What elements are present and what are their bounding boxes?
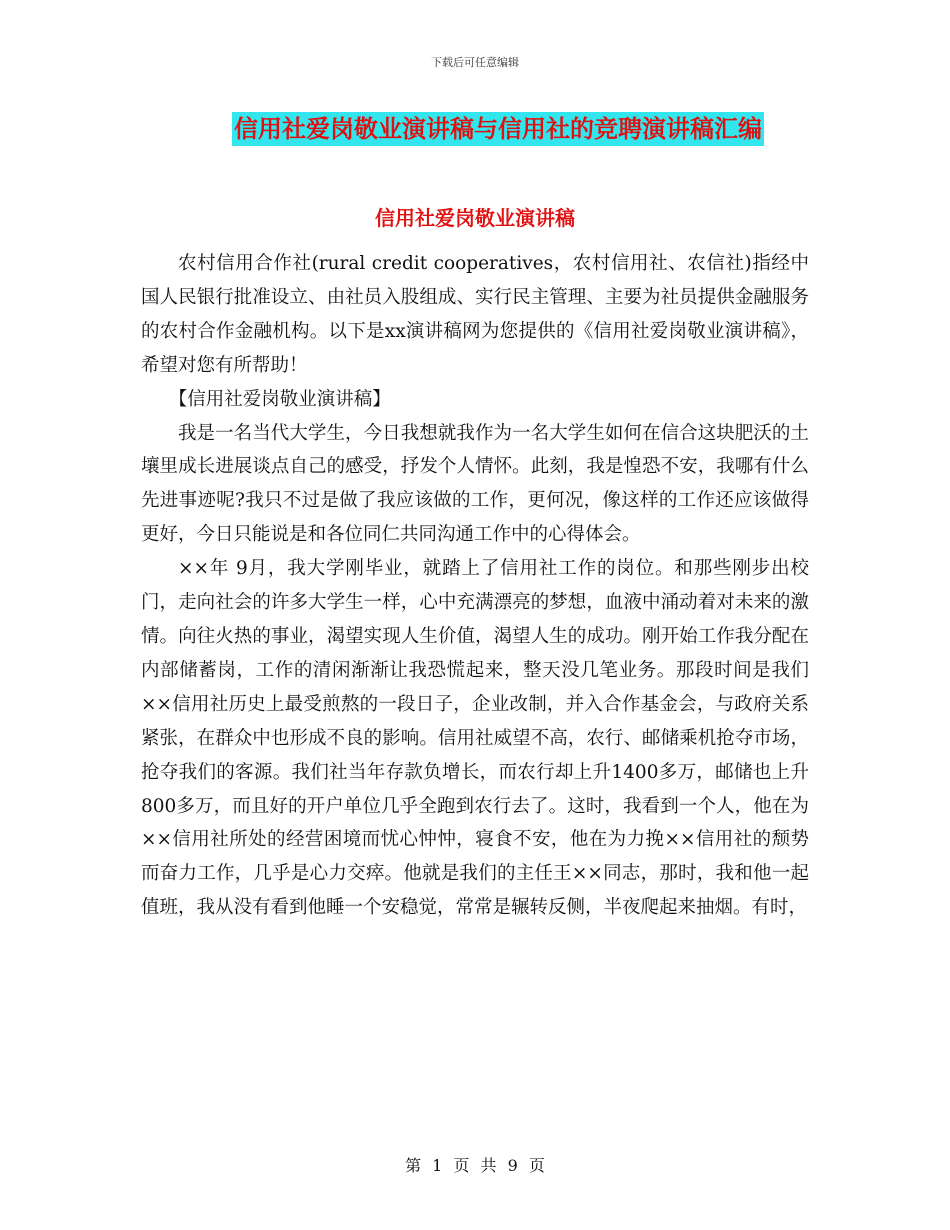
paragraph-self-intro: 我是一名当代大学生，今日我想就我作为一名大学生如何在信合这块肥沃的土壤里成长进展谈点自己的感受，抒发个人情怀。此刻，我是惶恐不安，我哪有什么先进事迹呢?我只不过是做了我应该做的工作，更何况，像这样的工作还应该做得更好，今日只能说是和各位同仁共同沟通工作中的心得体会。 — [141, 422, 809, 546]
section-title: 信用社爱岗敬业演讲稿 — [375, 206, 575, 230]
header-note: 下载后可任意编辑 — [431, 56, 519, 69]
main-title: 信用社爱岗敬业演讲稿与信用社的竞聘演讲稿汇编 — [232, 112, 764, 146]
paragraph-story: ××年 9月，我大学刚毕业，就踏上了信用社工作的岗位。和那些刚步出校门，走向社会的许多大学生一样，心中充满漂亮的梦想，血液中涌动着对未来的激情。向往火热的事业，渴望实现人生价值，渴望人生的成功。刚开始工作我分配在内部储蓄岗，工作的清闲渐渐让我恐慌起来，整天没几笔业务。那段时间是我们××信用社历史上最受煎熬的一段日子，企业改制，并入合作基金会，与政府关系紧张，在群众中也形成不良的影响。信用社威望不高，农行、邮储乘机抢夺市场，抢夺我们的客源。我们社当年存款负增长，而农行却上升1400多万，邮储也上升800多万，而且好的开户单位几乎全跑到农行去了。这时，我看到一个人，他在为××信用社所处的经营困境而忧心忡忡，寝食不安，他在为力挽××信用社的颓势而奋力工作，几乎是心力交瘁。他就是我们的主任王××同志，那时，我和他一起值班，我从没有看到他睡一个安稳觉，常常是辗转反侧，半夜爬起来抽烟。有时， — [141, 558, 809, 919]
paragraph-subheading: 【信用社爱岗敬业演讲稿】 — [168, 388, 391, 410]
document-body — [141, 247, 809, 925]
main-title-container — [0, 112, 950, 146]
page-footer: 第 1 页 共 9 页 — [405, 1156, 545, 1175]
paragraph-intro: 农村信用合作社(rural credit cooperatives，农村信用社、农信社)指经中国人民银行批准设立、由社员入股组成、实行民主管理、主要为社员提供金融服务的农村合作金融机构。以下是xx演讲稿网为您提供的《信用社爱岗敬业演讲稿》，希望对您有所帮助！ — [141, 253, 809, 376]
